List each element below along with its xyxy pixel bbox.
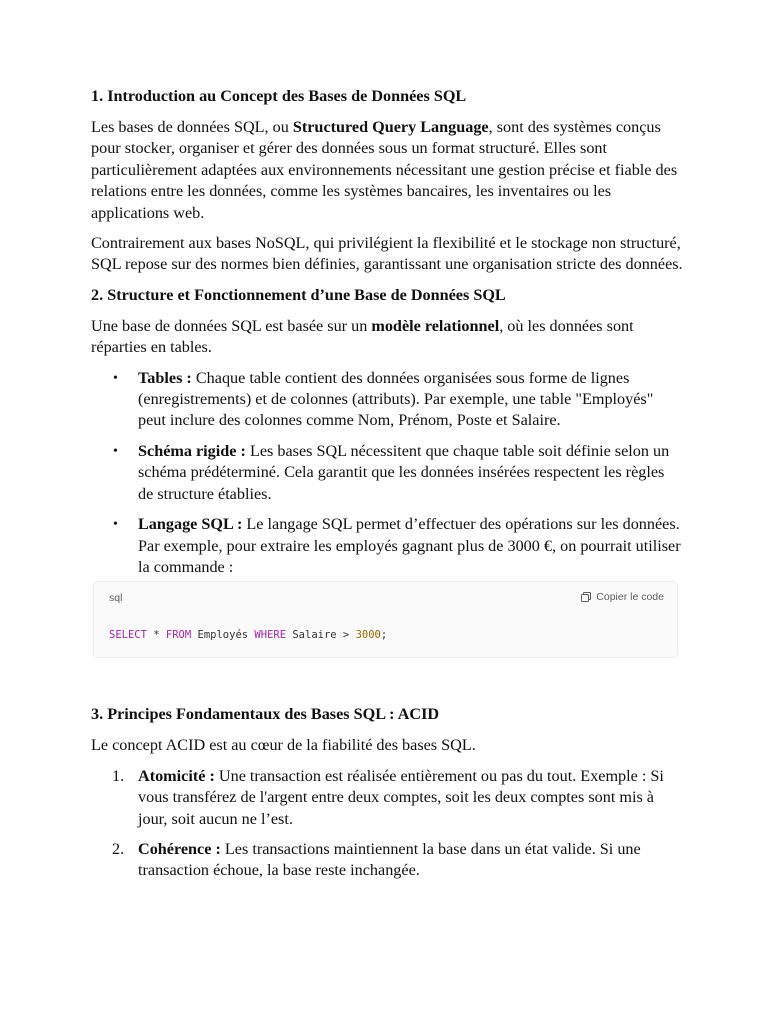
section-2-heading: 2. Structure et Fonctionnement d’une Base de Données SQL [91, 285, 506, 304]
document-page [91, 86, 683, 891]
paragraph-text: , où les données sont réparties en tables. [91, 316, 634, 357]
bullet-icon: • [113, 443, 118, 459]
item-label: Langage SQL : [138, 515, 243, 534]
item-label: Schéma rigide : [138, 441, 246, 460]
section-2-intro [91, 316, 683, 359]
code-number: 3000 [355, 629, 381, 642]
bullet-icon: • [113, 370, 118, 386]
code-line [109, 628, 387, 642]
code-keyword: SELECT [109, 629, 147, 642]
section-3-heading: 3. Principes Fondamentaux des Bases SQL : ACID [91, 705, 440, 724]
copy-code-button[interactable] [580, 590, 664, 604]
list-item [91, 839, 683, 882]
code-text: ; [380, 629, 388, 642]
code-text: Employés [191, 629, 255, 642]
code-text: Salaire > [286, 629, 356, 642]
item-text: Chaque table contient des données organisées sous forme de lignes (enregistrements) et de colonnes (attributs). Par exemple, une table "Employés" peut inclure des colonnes comme Nom, Prénom, Poste et Salaire. [138, 368, 654, 430]
item-text: Le langage SQL permet d’effectuer des opérations sur les données. Par exemple, pour extraire les employés gagnant plus de 3000 €, on pourrait utiliser la commande : [138, 515, 681, 576]
code-keyword: WHERE [254, 629, 287, 642]
code-text: * [146, 629, 166, 642]
section-1-paragraph-1 [91, 117, 683, 224]
bold-term: Structured Query Language [292, 118, 489, 136]
bullet-list [91, 368, 683, 579]
item-label: Tables : [138, 368, 192, 387]
code-language-label: sql [109, 592, 123, 605]
item-label: Atomicité : [138, 766, 215, 785]
list-item [91, 368, 683, 432]
item-text: Les transactions maintiennent la base dans un état valide. Si une transaction échoue, la base reste inchangée. [138, 839, 641, 880]
item-number: 1. [112, 766, 125, 785]
paragraph-text: Une base de données SQL est basée sur un [91, 316, 372, 335]
item-text: Les bases SQL nécessitent que chaque table soit définie selon un schéma prédéterminé. Cela garantit que les données insérées respectent les règles de structure établies. [138, 441, 670, 503]
item-number: 2. [112, 839, 125, 858]
section-3-intro: Le concept ACID est au cœur de la fiabilité des bases SQL. [91, 736, 476, 755]
paragraph-text: Les bases de données SQL, ou [91, 118, 293, 136]
section-1-paragraph-2: Contrairement aux bases NoSQL, qui privilégient la flexibilité et le stockage non structuré, SQL repose sur des normes bien définies, garantissant une organisation stricte des données. [91, 234, 683, 274]
list-item [91, 514, 683, 578]
copy-icon [580, 591, 592, 603]
item-label: Cohérence : [138, 839, 221, 858]
copy-code-label: Copier le code [596, 591, 664, 604]
list-item [91, 441, 683, 505]
numbered-list [91, 766, 683, 882]
bold-term: modèle relationnel [371, 316, 500, 335]
code-block [93, 581, 678, 658]
paragraph-text: , sont des systèmes conçus pour stocker, organiser et gérer des données sous un format structuré. Elles sont particulièrement adaptées aux environnements nécessitant une gestion précise et fiable des relations entre les données, comme les systèmes bancaires, les inventaires ou les applications web. [91, 118, 678, 222]
code-keyword: FROM [165, 629, 192, 642]
list-item [91, 766, 683, 830]
section-1-heading: 1. Introduction au Concept des Bases de Données SQL [91, 87, 467, 105]
bullet-icon: • [113, 517, 118, 533]
item-text: Une transaction est réalisée entièrement ou pas du tout. Exemple : Si vous transférez de l'argent entre deux comptes, soit les deux comptes sont mis à jour, soit aucun ne l’est. [138, 766, 664, 828]
